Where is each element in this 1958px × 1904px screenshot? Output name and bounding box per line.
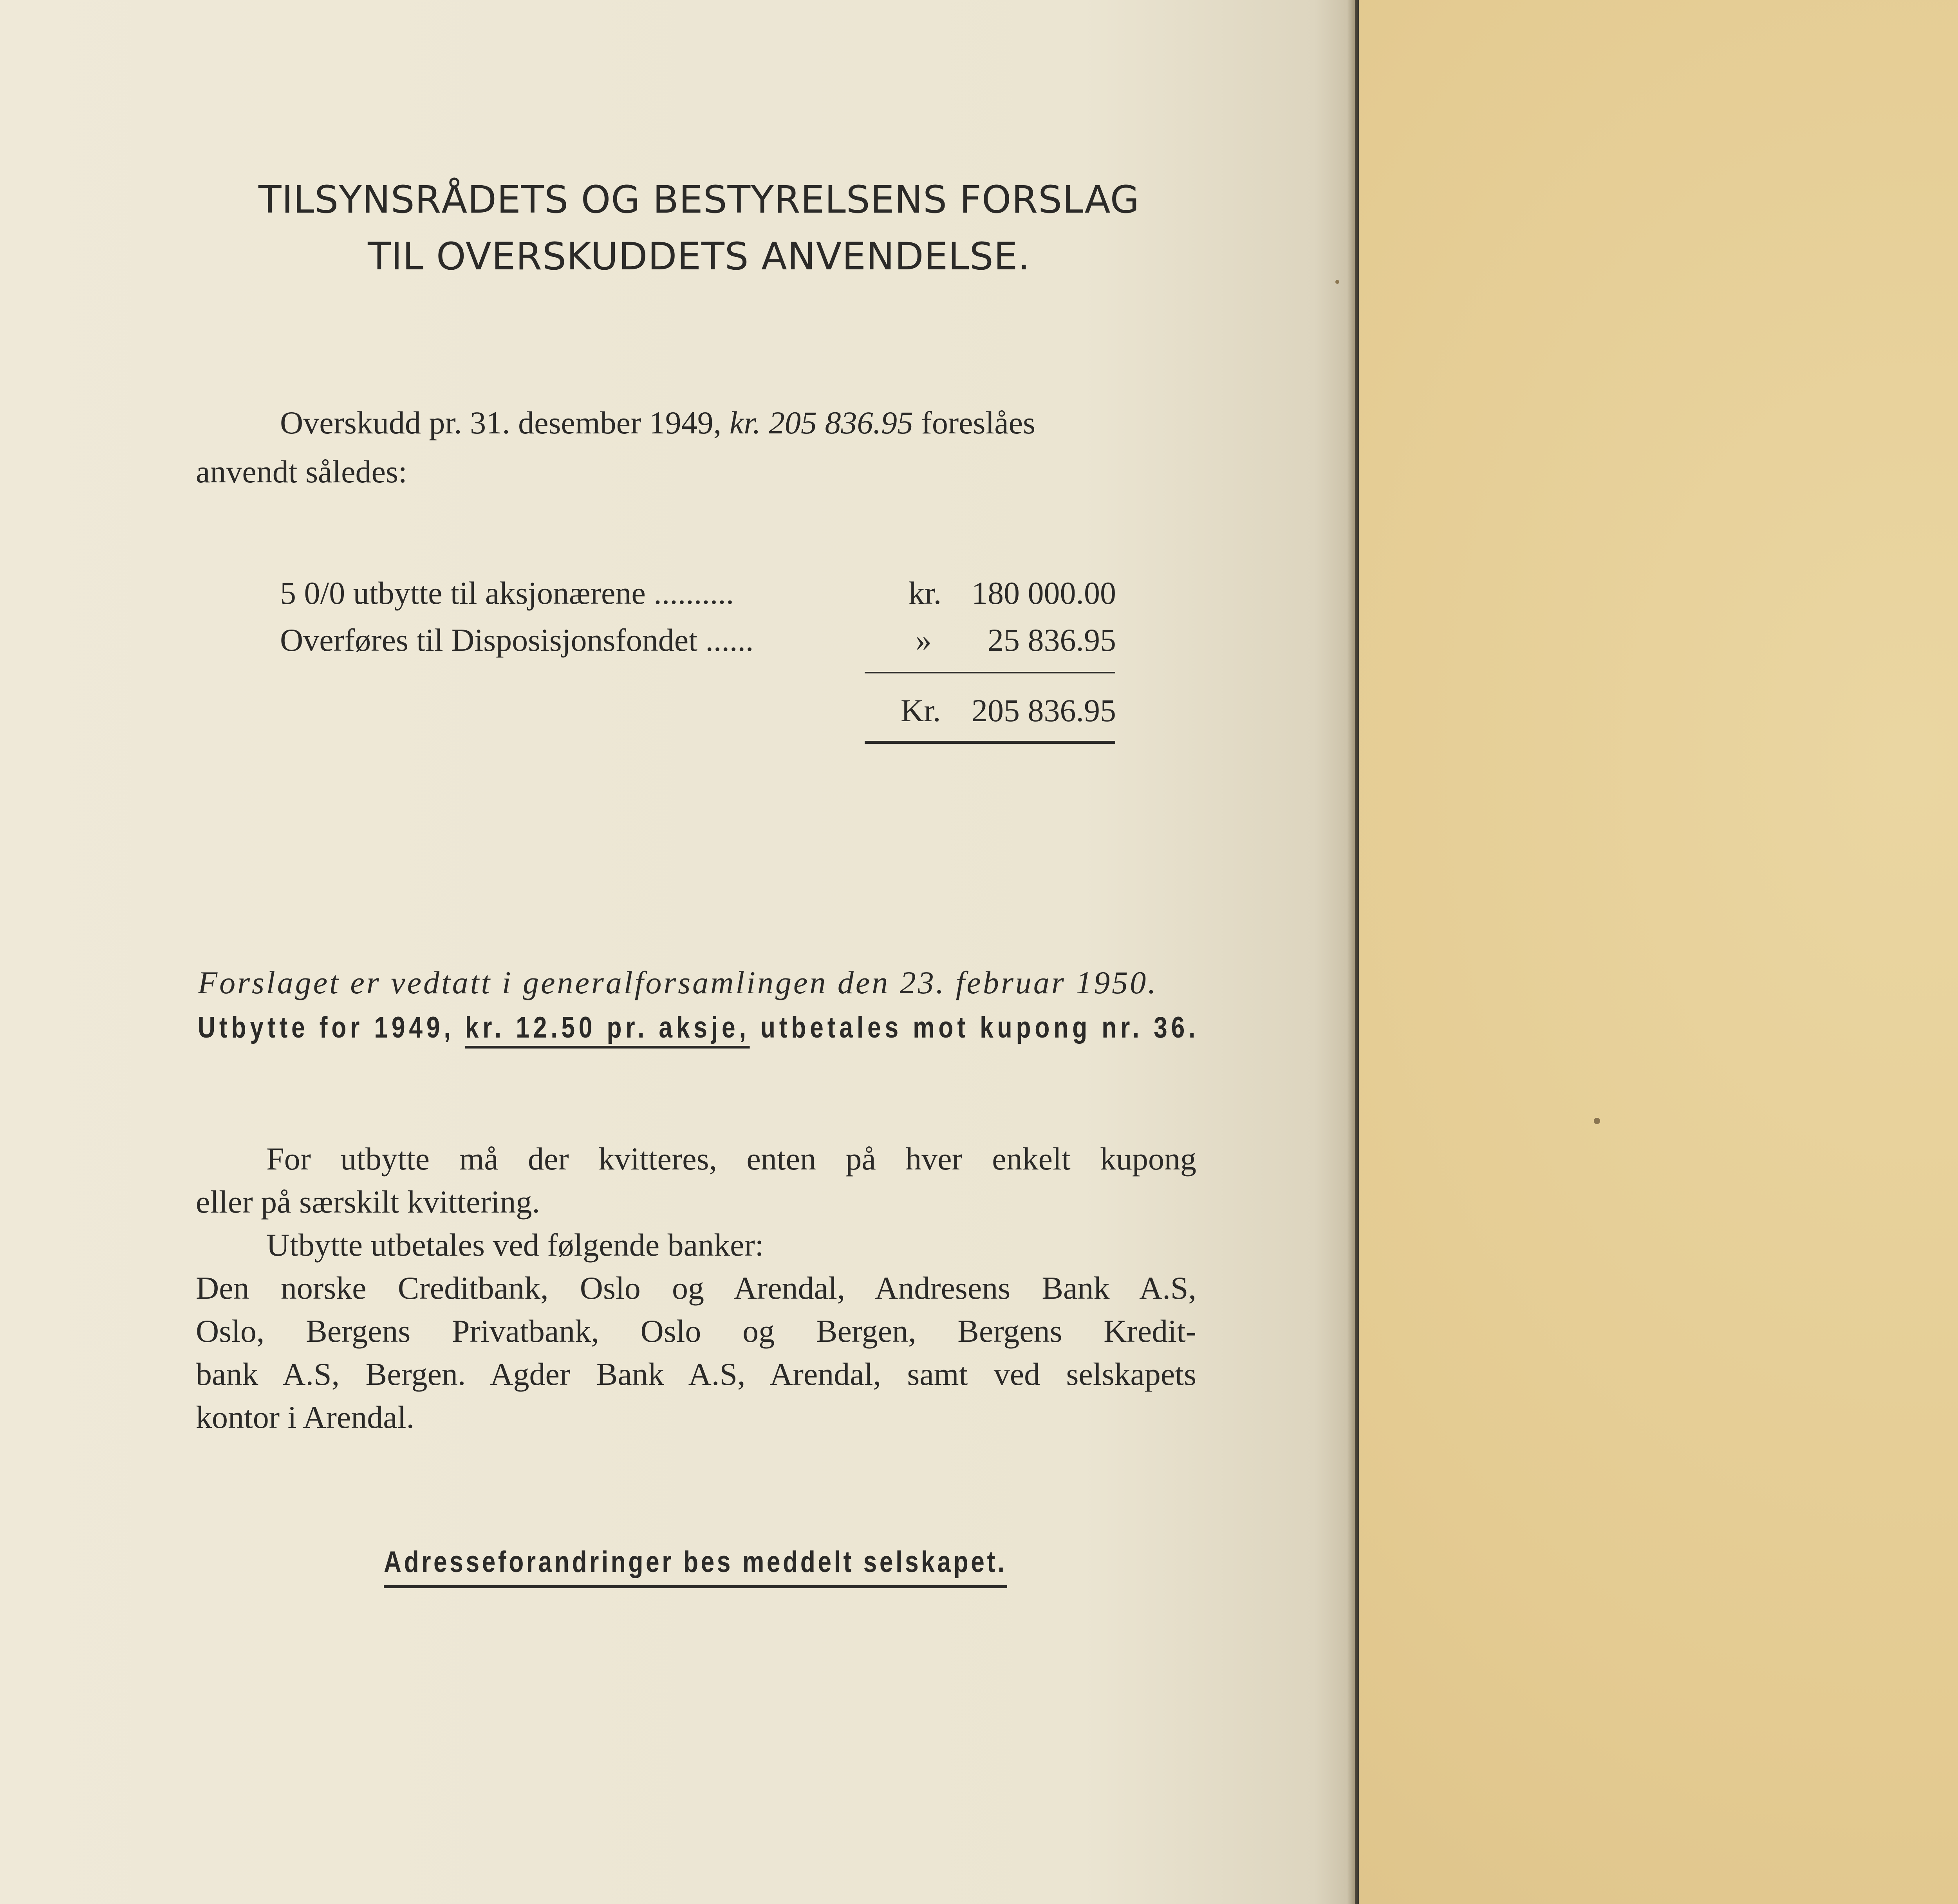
total-amount: 205 836.95 xyxy=(972,693,1116,728)
dividend-rate: kr. 12.50 pr. aksje, xyxy=(465,1011,750,1049)
allocation-row-fund xyxy=(280,619,753,662)
bank-line-3: bank A.S, Bergen. Agder Bank A.S, Arendal, samt ved selskapets xyxy=(196,1356,1196,1392)
intro-line-2: anvendt således: xyxy=(196,454,407,489)
total-currency: Kr. xyxy=(901,693,941,728)
subtotal-rule xyxy=(865,672,1115,673)
bank-line-1: Den norske Creditbank, Oslo og Arendal, Andresens Bank A.S, xyxy=(196,1270,1196,1306)
dividend-text-part3: utbetales mot kupong nr. 36. xyxy=(760,1011,1199,1044)
intro-text-part1: Overskudd pr. 31. desember 1949, xyxy=(280,405,730,440)
address-notice-text: Adresseforandringer bes meddelt selskapet. xyxy=(384,1541,1007,1588)
banks-intro: Utbytte utbetales ved følgende banker: xyxy=(266,1227,764,1263)
allocation-label: 5 0/0 utbytte til aksjonærene xyxy=(280,575,646,611)
dividend-text-part1: Utbytte for 1949, xyxy=(198,1011,455,1044)
intro-amount: kr. 205 836.95 xyxy=(729,405,914,440)
allocation-currency: kr. xyxy=(909,575,942,611)
total-rule xyxy=(865,741,1115,744)
receipt-line-2: eller på særskilt kvittering. xyxy=(196,1184,540,1220)
receipt-line-1: For utbytte må der kvitteres, enten på hver enkelt kupong xyxy=(266,1141,1196,1177)
title-line-1: TILSYNSRÅDETS OG BESTYRELSENS FORSLAG xyxy=(258,178,1140,222)
allocation-currency: » xyxy=(916,622,932,658)
address-notice xyxy=(384,1541,1144,1584)
bank-line-2: Oslo, Bergens Privatbank, Oslo og Bergen, Bergens Kredit- xyxy=(196,1313,1196,1349)
allocation-amount: 180 000.00 xyxy=(972,575,1116,611)
allocation-label: Overføres til Disposisjonsfondet xyxy=(280,622,697,658)
paper-speck xyxy=(1594,1118,1600,1124)
allocation-amount: 25 836.95 xyxy=(988,622,1116,658)
title-line-2: TIL OVERSKUDDETS ANVENDELSE. xyxy=(368,235,1030,278)
dot-leader: ...... xyxy=(705,622,754,658)
resolution-text: Forslaget er vedtatt i generalforsamlingen den 23. februar 1950. xyxy=(198,965,1158,1000)
intro-paragraph xyxy=(196,401,1198,444)
allocation-row-dividend xyxy=(280,572,734,615)
paper-speck xyxy=(1335,280,1339,284)
dot-leader: .......... xyxy=(654,575,734,611)
bank-line-4: kontor i Arendal. xyxy=(196,1399,414,1435)
dividend-statement xyxy=(198,1006,1419,1049)
intro-text-part2: foreslåes xyxy=(913,405,1035,440)
right-cover-page xyxy=(1359,0,1958,1904)
